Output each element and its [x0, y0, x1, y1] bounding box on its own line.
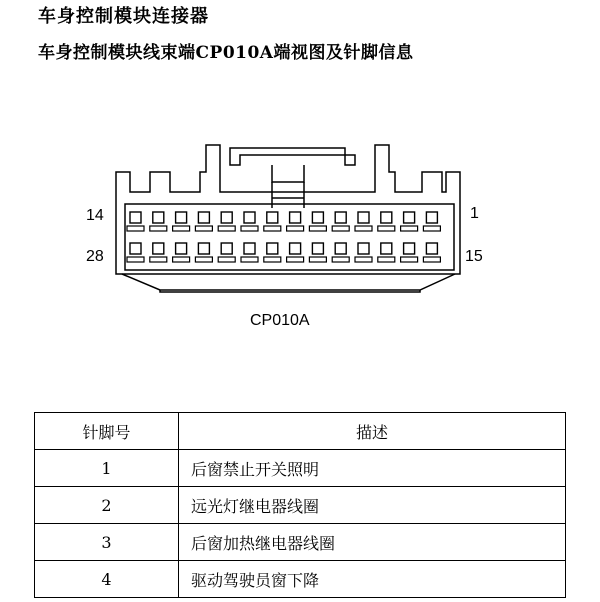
- pin-number: 2: [35, 487, 179, 524]
- pin-latch: [378, 257, 395, 262]
- pin-label-14: 14: [86, 207, 104, 224]
- pin-cavity: [426, 212, 437, 223]
- pin-cavity: [267, 212, 278, 223]
- pin-cavity: [381, 212, 392, 223]
- pin-number: 1: [35, 450, 179, 487]
- pin-latch: [378, 226, 395, 231]
- pin-latch: [127, 226, 144, 231]
- pin-cavity: [221, 212, 232, 223]
- pin-cavity: [290, 243, 301, 254]
- pin-cavity: [381, 243, 392, 254]
- pin-latch: [332, 226, 349, 231]
- pin-latch: [423, 257, 440, 262]
- pin-latch: [287, 257, 304, 262]
- pin-cavity: [198, 212, 209, 223]
- pin-latch: [150, 226, 167, 231]
- pin-cavity: [244, 243, 255, 254]
- pin-cavity: [176, 243, 187, 254]
- connector-name: CP010A: [250, 312, 310, 329]
- pin-info-table: [34, 412, 566, 598]
- pin-cavity: [221, 243, 232, 254]
- pin-latch: [150, 257, 167, 262]
- pin-description: 后窗禁止开关照明: [179, 450, 566, 487]
- pin-label-15: 15: [465, 248, 483, 265]
- pin-latch: [195, 257, 212, 262]
- pin-cavity: [335, 243, 346, 254]
- pin-latch: [287, 226, 304, 231]
- table-header-row: [35, 413, 566, 450]
- header-description: 描述: [179, 413, 566, 450]
- pin-cavity: [244, 212, 255, 223]
- pin-number: 3: [35, 524, 179, 561]
- table-row: [35, 450, 566, 487]
- pin-cavity: [267, 243, 278, 254]
- pin-description: 后窗加热继电器线圈: [179, 524, 566, 561]
- pin-cavity: [312, 212, 323, 223]
- pin-cavity: [404, 243, 415, 254]
- pin-latch: [173, 257, 190, 262]
- pin-cavity: [176, 212, 187, 223]
- connector-housing-outline: [116, 145, 460, 292]
- header-pin-number: 针脚号: [35, 413, 179, 450]
- page-heading: 车身控制模块连接器: [38, 6, 209, 27]
- pin-cavity: [335, 212, 346, 223]
- pin-cavity: [312, 243, 323, 254]
- pin-latch: [355, 257, 372, 262]
- table-row: [35, 561, 566, 598]
- pin-latch: [241, 226, 258, 231]
- pin-cavity: [358, 243, 369, 254]
- pin-description: 驱动驾驶员窗下降: [179, 561, 566, 598]
- pin-latch: [218, 226, 235, 231]
- pin-latch: [195, 226, 212, 231]
- table-row: [35, 524, 566, 561]
- pin-latch: [309, 226, 326, 231]
- pin-cavity: [198, 243, 209, 254]
- pin-latch: [355, 226, 372, 231]
- connector-subheading: 车身控制模块线束端CP010A端视图及针脚信息: [38, 43, 414, 63]
- pin-latch: [401, 257, 418, 262]
- pin-cavity: [426, 243, 437, 254]
- pin-cavity: [153, 212, 164, 223]
- table-row: [35, 487, 566, 524]
- pin-latch: [423, 226, 440, 231]
- pin-latch: [241, 257, 258, 262]
- pin-cavity: [404, 212, 415, 223]
- pin-latch: [127, 257, 144, 262]
- pin-latch: [401, 226, 418, 231]
- pin-description: 远光灯继电器线圈: [179, 487, 566, 524]
- pin-latch: [332, 257, 349, 262]
- pin-cavity: [358, 212, 369, 223]
- pin-label-28: 28: [86, 248, 104, 265]
- pin-grid: [127, 212, 440, 262]
- pin-cavity: [130, 212, 141, 223]
- pin-number: 4: [35, 561, 179, 598]
- pin-cavity: [130, 243, 141, 254]
- pin-latch: [264, 226, 281, 231]
- pin-latch: [218, 257, 235, 262]
- pin-latch: [264, 257, 281, 262]
- pin-latch: [173, 226, 190, 231]
- pin-cavity: [290, 212, 301, 223]
- pin-cavity: [153, 243, 164, 254]
- pin-label-1: 1: [470, 205, 479, 222]
- pin-latch: [309, 257, 326, 262]
